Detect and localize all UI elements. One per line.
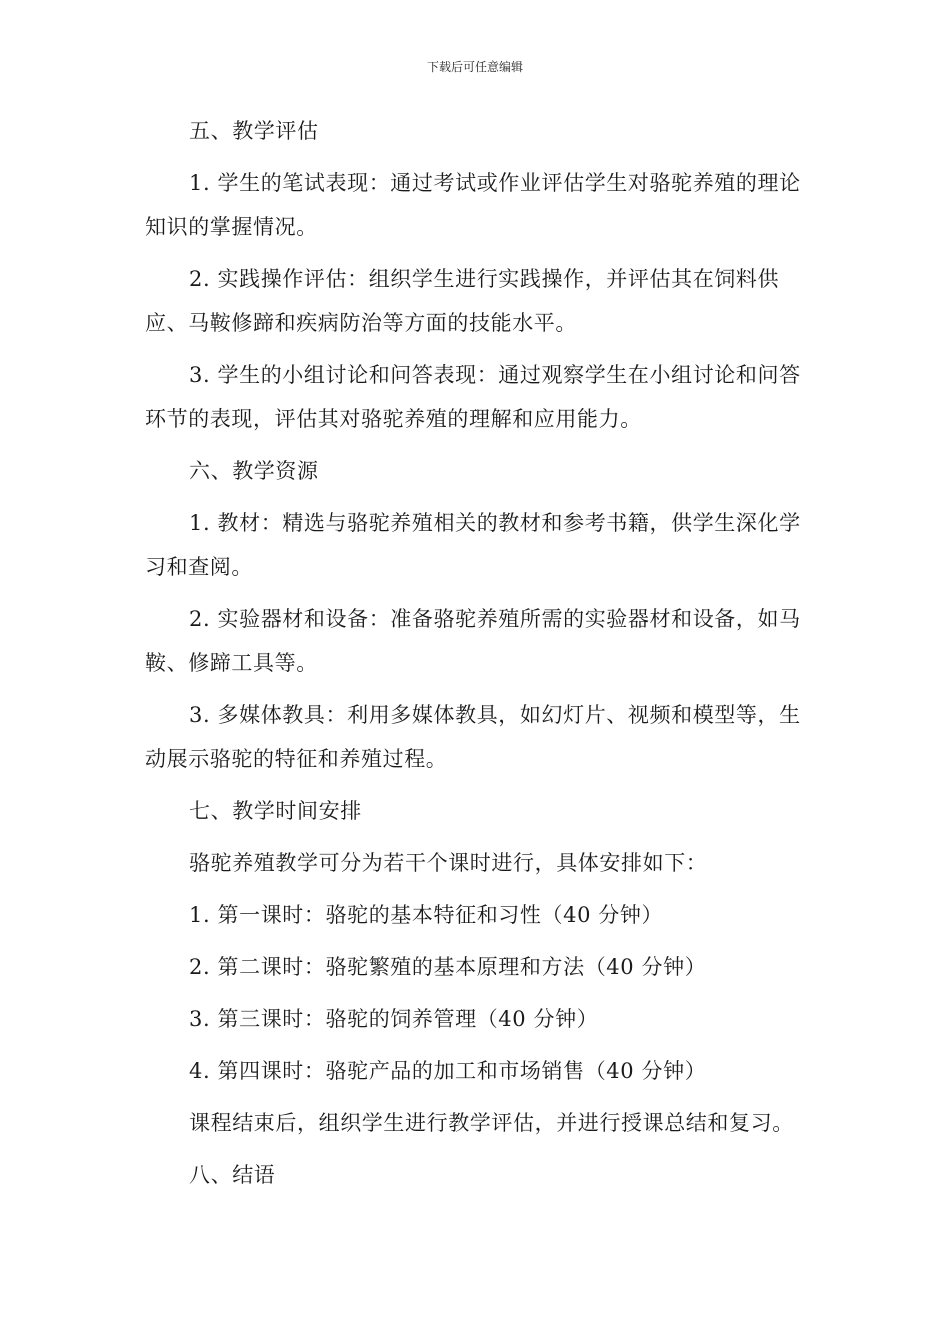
page-header-note: 下载后可任意编辑 [426, 60, 523, 74]
paragraph: 4. 第四课时：骆驼产品的加工和市场销售（40 分钟） [189, 1059, 707, 1083]
paragraph: 1. 学生的笔试表现：通过考试或作业评估学生对骆驼养殖的理论知识的掌握情况。 [145, 171, 801, 239]
paragraph: 2. 实践操作评估：组织学生进行实践操作，并评估其在饲料供应、马鞍修蹄和疾病防治等方面的技能水平。 [145, 267, 780, 335]
paragraph: 2. 实验器材和设备：准备骆驼养殖所需的实验器材和设备，如马鞍、修蹄工具等。 [145, 607, 801, 675]
paragraph: 课程结束后，组织学生进行教学评估，并进行授课总结和复习。 [189, 1111, 794, 1135]
paragraph: 2. 第二课时：骆驼繁殖的基本原理和方法（40 分钟） [189, 955, 707, 979]
paragraph: 1. 第一课时：骆驼的基本特征和习性（40 分钟） [189, 903, 664, 927]
paragraph: 3. 多媒体教具：利用多媒体教具，如幻灯片、视频和模型等，生动展示骆驼的特征和养殖过程。 [145, 703, 801, 771]
section-heading-resources: 六、教学资源 [189, 459, 319, 483]
section-heading-evaluation: 五、教学评估 [189, 119, 319, 143]
paragraph: 3. 学生的小组讨论和问答表现：通过观察学生在小组讨论和问答环节的表现，评估其对骆驼养殖的理解和应用能力。 [145, 363, 801, 431]
paragraph: 3. 第三课时：骆驼的饲养管理（40 分钟） [189, 1007, 599, 1031]
section-heading-conclusion: 八、结语 [189, 1163, 276, 1187]
paragraph: 骆驼养殖教学可分为若干个课时进行，具体安排如下： [189, 851, 708, 875]
section-heading-schedule: 七、教学时间安排 [189, 799, 362, 823]
paragraph: 1. 教材：精选与骆驼养殖相关的教材和参考书籍，供学生深化学习和查阅。 [145, 511, 801, 579]
document-body [145, 109, 805, 1205]
